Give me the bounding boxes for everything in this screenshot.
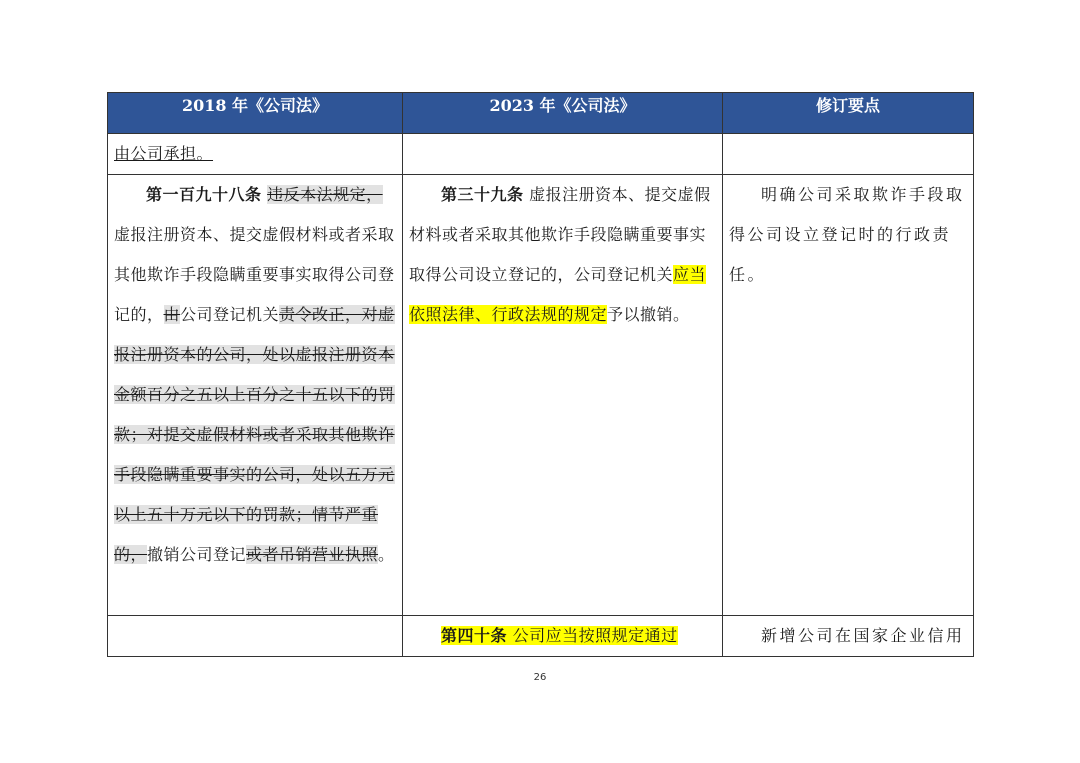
row3-2023-text bbox=[403, 616, 722, 656]
text-run: 或者吊销营业执照 bbox=[246, 545, 379, 564]
cell-revision bbox=[723, 175, 974, 616]
table-row bbox=[108, 616, 974, 657]
cell-revision bbox=[723, 616, 974, 657]
cell-2018 bbox=[108, 134, 403, 175]
cell-2023 bbox=[403, 175, 723, 616]
row2-2018-text bbox=[108, 175, 402, 575]
header-row bbox=[108, 93, 974, 134]
header-2018: 2018 年《公司法》 bbox=[108, 93, 403, 134]
table-row bbox=[108, 134, 974, 175]
text-run: 虚报注册资本、提交虚假材料或者采取其他欺诈手段隐瞒重要事实取得公司登记的， bbox=[114, 225, 395, 324]
row2-2023-text bbox=[403, 175, 722, 335]
header-revision-points: 修订要点 bbox=[723, 93, 974, 134]
text-run: 由 bbox=[163, 305, 181, 324]
page-number: 26 bbox=[533, 672, 547, 683]
text-run: 责令改正，对虚报注册资本的公司，处以虚报注册资本金额百分之五以上百分之十五以下的罚款；对提交虚假材料或者采取其他欺诈手段隐瞒重要事实的公司，处以五万元以上五十万元以下的罚款；情节严重的， bbox=[114, 305, 395, 564]
row3-revision-text: 新增公司在国家企业信用 bbox=[761, 626, 965, 645]
header-2023: 2023 年《公司法》 bbox=[403, 93, 723, 134]
text-run: 第一百九十八条 bbox=[146, 185, 262, 204]
text-run: 撤销公司登记 bbox=[147, 545, 247, 564]
text-run: 公司登记机关 bbox=[180, 305, 280, 324]
cell-2018 bbox=[108, 616, 403, 657]
text-run: 应当依照法律、行政法规的规定 bbox=[409, 265, 707, 324]
text-run: 。 bbox=[378, 545, 395, 564]
text-run: 违反本法规定， bbox=[267, 185, 383, 204]
text-run: 第四十条 bbox=[441, 626, 508, 645]
text-run: 予以撤销。 bbox=[607, 305, 690, 324]
row1-2018-text: 由公司承担。 bbox=[114, 144, 214, 163]
table-row bbox=[108, 175, 974, 616]
row2-revision-text: 明确公司采取欺诈手段取得公司设立登记时的行政责任。 bbox=[729, 185, 965, 284]
comparison-table bbox=[107, 92, 974, 657]
text-run: 公司应当按照规定通过 bbox=[507, 626, 678, 645]
text-run: 虚报注册资本、提交虚假材料或者采取其他欺诈手段隐瞒重要事实取得公司设立登记的，公司登记机关 bbox=[409, 185, 711, 284]
text-run: 第三十九条 bbox=[441, 185, 524, 204]
cell-2023 bbox=[403, 134, 723, 175]
cell-2023 bbox=[403, 616, 723, 657]
cell-revision bbox=[723, 134, 974, 175]
cell-2018 bbox=[108, 175, 403, 616]
